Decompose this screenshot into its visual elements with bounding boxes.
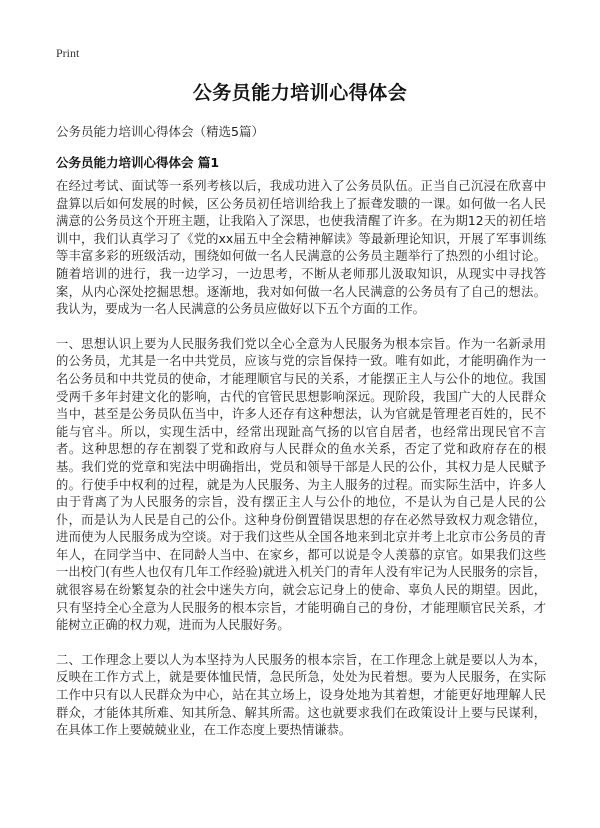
body-paragraph-1: 在经过考试、面试等一系列考核以后，我成功进入了公务员队伍。正当自己沉浸在欣喜中盘算以后如何发展的时候，区公务员初任培训给我上了振聋发聩的一课。如何做一名人民满意的公务员这个开班主题，让我陷入了深思，也使我清醒了许多。在为期12天的初任培训中，我们认真学习了《党的xx届五中全会精神解读》等最新理论知识，开展了军事训练等丰富多彩的班级活动，围绕如何做一名人民满意的公务员主题举行了热烈的小组讨论。随着培训的进行，我一边学习，一边思考，不断从老师那儿汲取知识，从现实中寻找答案，从内心深处挖掘思想。逐渐地，我对如何做一名人民满意的公务员有了自己的想法。我认为，要成为一名人民满意的公务员应做好以下五个方面的工作。 [56, 179, 546, 317]
document-body [56, 178, 546, 757]
body-paragraph-2: 一、思想认识上要为人民服务我们党以全心全意为人民服务为根本宗旨。作为一名新录用的公务员，尤其是一名中共党员，应该与党的宗旨保持一致。唯有如此，才能明确作为一名公务员和中共党员的使命，才能理顺官与民的关系，才能摆正主人与公仆的地位。我国受两千多年封建文化的影响，古代的官管民思想影响深远。现阶段，我国广大的人民群众当中，甚至是公务员队伍当中，许多人还存有这种想法，认为官就是管理老百姓的，民不能与官斗。所以，实现生活中，经常出现趾高气扬的以官自居者，也经常出现民官不言者。这种思想的存在割裂了党和政府与人民群众的鱼水关系，否定了党和政府存在的根基。我们党的党章和宪法中明确指出，党员和领导干部是人民的公仆，其权力是人民赋予的。行使手中权利的过程，就是为人民服务、为主人服务的过程。而实际生活中，许多人由于背离了为人民服务的宗旨，没有摆正主人与公仆的地位，不是认为自己是人民的公仆，而是认为人民是自己的公仆。这种身份倒置错误思想的存在必然导致权力观念错位，进而使为人民服务成为空谈。对于我们这些从全国各地来到北京并考上北京市公务员的青年人，在同学当中、在同龄人当中、在家乡，都可以说是令人羡慕的京官。如果我们这些一出校门(有些人也仅有几年工作经验)就进入机关门的青年人没有牢记为人民服务的宗旨，就很容易在纷繁复杂的社会中迷失方向，就会忘记身上的使命、辜负人民的期望。因此，只有坚持全心全意为人民服务的根本宗旨，才能明确自己的身份，才能理顺官民关系，才能树立正确的权力观，进而为人民服好务。 [56, 336, 546, 633]
section-heading: 公务员能力培训心得体会 篇1 [56, 155, 220, 170]
document-title: 公务员能力培训心得体会 [192, 82, 408, 104]
document-subtitle: 公务员能力培训心得体会（精选5篇） [56, 124, 264, 139]
print-link[interactable]: Print [56, 46, 80, 60]
body-paragraph-3: 二、工作理念上要以人为本坚持为人民服务的根本宗旨，在工作理念上就是要以人为本，反映在工作方式上，就是要体恤民情，急民所急，处处为民着想。要为人民服务，在实际工作中只有以人民群众为中心，站在其立场上，设身处地为其着想，才能更好地理解人民群众，才能体其所难、知其所急、解其所需。这也就要求我们在政策设计上要与民谋利，在具体工作上要兢兢业业，在工作态度上要热情谦恭。 [56, 652, 546, 738]
